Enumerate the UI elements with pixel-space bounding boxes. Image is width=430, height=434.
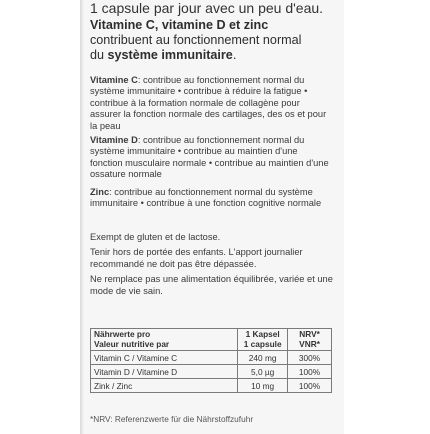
- nutrition-table: [90, 328, 332, 393]
- claim-line-2: contribuent au fonctionnement normal: [90, 33, 302, 47]
- header-per: Nährwerte pro Valeur nutritive par: [91, 329, 238, 351]
- nutrient-nrv: 100%: [288, 379, 332, 393]
- table-row: [91, 351, 332, 365]
- vitamin-c-block: [90, 75, 330, 132]
- children-note: Tenir hors de portée des enfants. L'apport journalier recommandé ne doit pas être dépassée.: [90, 247, 303, 269]
- nutrient-amount: 240 mg: [238, 351, 288, 365]
- notes-section: [90, 232, 335, 301]
- nutrient-nrv: 300%: [288, 351, 332, 365]
- nutrient-amount: 5,0 µg: [238, 365, 288, 379]
- diet-note: Ne remplace pas une alimentation équilibrée, variée et une mode de vie sain.: [90, 274, 333, 296]
- nutrient-name: Zink / Zinc: [91, 379, 238, 393]
- zinc-label: Zinc: [90, 187, 110, 197]
- nutrient-name: Vitamin D / Vitamine D: [91, 365, 238, 379]
- product-label-panel: [80, 0, 344, 434]
- nutrition-header-row: [91, 329, 332, 351]
- dosage-text: 1 capsule par jour avec un peu d'eau.: [90, 0, 324, 16]
- vitamin-c-text: : contribue au fonctionnement normal du système immunitaire • contribue à réduire la fatigue • contribue à la formation normale de collagène pour assurer la fonction normale des cartilages, des os et pour la peau: [90, 75, 327, 131]
- vitamin-d-text: : contribue au fonctionnement normal du système immunitaire • contribue au maintien d'une fonction musculaire normale • contribue au maintien d'une ossature normale: [90, 135, 329, 180]
- table-row: [91, 379, 332, 393]
- table-row: [91, 365, 332, 379]
- header-nrv: NRV* VNR*: [288, 329, 332, 351]
- zinc-block: [90, 187, 330, 210]
- zinc-text: : contribue au fonctionnement normal du système immunitaire • contribue à une fonction cognitive normale: [90, 187, 322, 209]
- header-capsule: 1 Kapsel 1 capsule: [238, 329, 288, 351]
- claim-line-3: du système immunitaire.: [90, 48, 237, 62]
- claim-line-1: Vitamine C, vitamine D et zinc: [90, 18, 269, 32]
- nutrient-name: Vitamin C / Vitamine C: [91, 351, 238, 365]
- gluten-note: Exempt de gluten et de lactose.: [90, 232, 221, 242]
- nutrient-nrv: 100%: [288, 365, 332, 379]
- vitamin-d-label: Vitamine D: [90, 135, 138, 145]
- health-claim: [90, 18, 301, 63]
- vitamin-c-label: Vitamine C: [90, 75, 138, 85]
- vitamin-d-block: [90, 135, 330, 181]
- nrv-footnote: *NRV: Referenzwerte für die Nährstoffzufuhr: [90, 414, 254, 424]
- nutrient-amount: 10 mg: [238, 379, 288, 393]
